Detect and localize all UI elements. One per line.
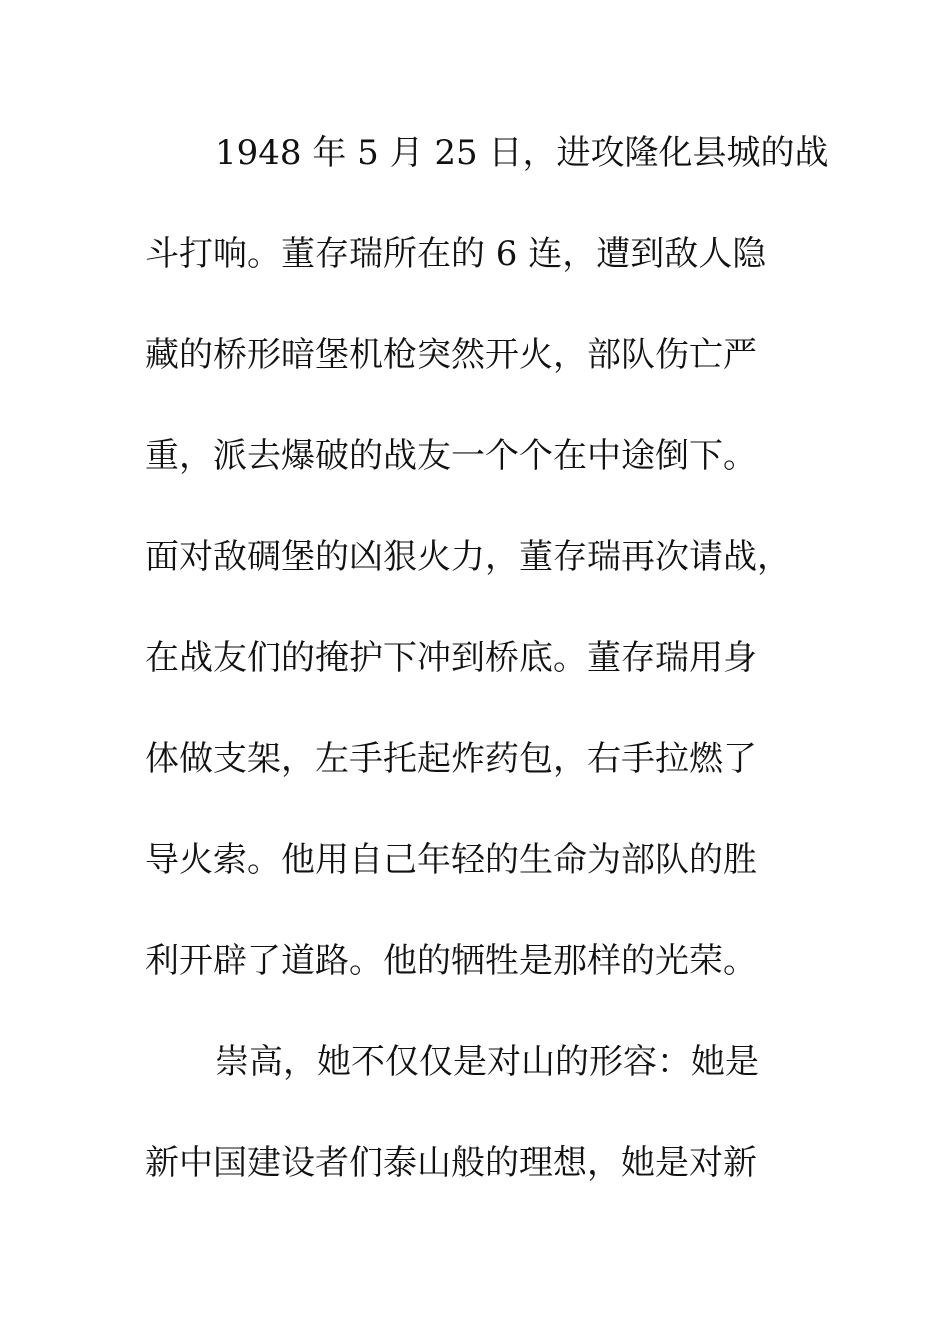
paragraph-1-line-9: 利开辟了道路。他的牺牲是那样的光荣。 [145,941,757,981]
paragraph-2-line-2: 新中国建设者们泰山般的理想，她是对新 [145,1143,757,1183]
paragraph-1-line-2: 斗打响。董存瑞所在的 6 连，遭到敌人隐 [145,234,767,274]
paragraph-1-line-1: 1948 年 5 月 25 日，进攻隆化县城的战 [215,133,829,173]
body-text [145,123,829,1234]
paragraph-1-line-6: 在战友们的掩护下冲到桥底。董存瑞用身 [145,638,757,678]
paragraph-1-line-7: 体做支架，左手托起炸药包，右手拉燃了 [145,739,757,779]
paragraph-1-line-4: 重，派去爆破的战友一个个在中途倒下。 [145,436,757,476]
paragraph-2-line-1: 崇高，她不仅仅是对山的形容：她是 [215,1042,759,1082]
paragraph-1-line-3: 藏的桥形暗堡机枪突然开火，部队伤亡严 [145,335,757,375]
paragraph-1-line-8: 导火索。他用自己年轻的生命为部队的胜 [145,840,757,880]
paragraph-1-line-5: 面对敌碉堡的凶狠火力，董存瑞再次请战， [145,537,791,577]
